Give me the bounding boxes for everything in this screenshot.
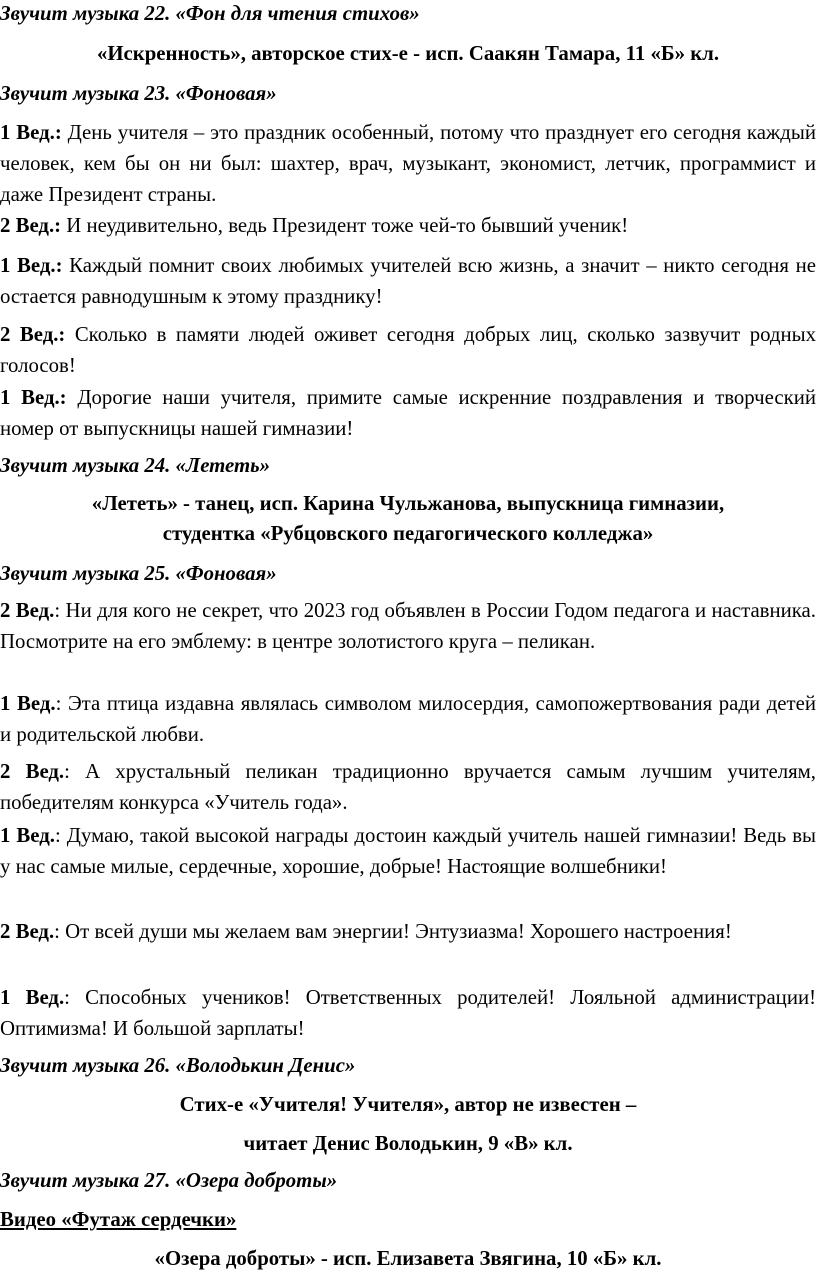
- speech-text: Сколько в памяти людей оживет сегодня добрых лиц, сколько зазвучит родных голосов!: [0, 323, 816, 377]
- host-line: [0, 820, 816, 882]
- speaker-label: 1 Вед.:: [0, 121, 62, 144]
- music-cue-22: Звучит музыка 22. «Фон для чтения стихов»: [0, 2, 420, 25]
- host-line: [0, 688, 816, 750]
- speech-text: : От всей души мы желаем вам энергии! Энтузиазма! Хорошего настроения!: [54, 920, 732, 943]
- host-line: [0, 319, 816, 381]
- speaker-label: 1 Вед.: [0, 824, 55, 847]
- host-line: [0, 916, 816, 947]
- music-cue-27: Звучит музыка 27. «Озера доброты»: [0, 1169, 338, 1192]
- host-line: [0, 382, 816, 444]
- host-line: [0, 117, 816, 210]
- music-cue-23: Звучит музыка 23. «Фоновая»: [0, 82, 277, 105]
- music-cue-25: Звучит музыка 25. «Фоновая»: [0, 562, 277, 585]
- speech-text: : Способных учеников! Ответственных родителей! Лояльной администрации! Оптимизма! И большой зарплаты!: [0, 986, 816, 1040]
- performance-title: «Искренность», авторское стих-е - исп. Саакян Тамара, 11 «Б» кл.: [96, 42, 720, 65]
- host-line: [0, 982, 816, 1044]
- performance-title: «Лететь» - танец, исп. Карина Чульжанова, выпускница гимназии,: [91, 492, 725, 515]
- speaker-label: 2 Вед.: [0, 760, 65, 783]
- speech-text: Каждый помнит своих любимых учителей всю жизнь, а значит – никто сегодня не остается равнодушным к этому празднику!: [0, 254, 816, 308]
- speaker-label: 1 Вед.: [0, 986, 65, 1009]
- speech-text: Дорогие наши учителя, примите самые искренние поздравления и творческий номер от выпускницы нашей гимназии!: [0, 386, 816, 440]
- performance-title: «Озера доброты» - исп. Елизавета Звягина, 10 «Б» кл.: [154, 1247, 662, 1270]
- speaker-label: 1 Вед.:: [0, 386, 67, 409]
- speaker-label: 2 Вед.:: [0, 214, 62, 237]
- performance-title: Стих-е «Учителя! Учителя», автор не известен –: [179, 1093, 637, 1116]
- speech-text: : Эта птица издавна являлась символом милосердия, самопожертвования ради детей и родительской любви.: [0, 692, 816, 746]
- speech-text: День учителя – это праздник особенный, потому что празднует его сегодня каждый человек, кем бы он ни был: шахтер, врач, музыкант, экономист, летчик, программист и даже Президент страны.: [0, 121, 816, 206]
- music-cue-24: Звучит музыка 24. «Лететь»: [0, 454, 271, 477]
- speech-text: : А хрустальный пеликан традиционно вручается самым лучшим учителям, победителям конкурса «Учитель года».: [0, 760, 816, 814]
- performance-subtitle: студентка «Рубцовского педагогического колледжа»: [162, 522, 654, 545]
- speech-text: И неудивительно, ведь Президент тоже чей-то бывший ученик!: [61, 214, 629, 237]
- host-line: [0, 595, 816, 657]
- host-line: [0, 250, 816, 312]
- performance-subtitle: читает Денис Володькин, 9 «В» кл.: [243, 1132, 573, 1155]
- speaker-label: 1 Вед.:: [0, 254, 63, 277]
- speaker-label: 2 Вед.:: [0, 323, 66, 346]
- speaker-label: 2 Вед.: [0, 920, 55, 943]
- speaker-label: 1 Вед.: [0, 692, 56, 715]
- music-cue-26: Звучит музыка 26. «Володькин Денис»: [0, 1054, 356, 1077]
- speaker-label: 2 Вед.: [0, 599, 55, 622]
- video-cue: Видео «Футаж сердечки»: [0, 1208, 237, 1231]
- host-line: [0, 756, 816, 818]
- speech-text: : Ни для кого не секрет, что 2023 год объявлен в России Годом педагога и наставника. Посмотрите на его эмблему: в центре золотистого круга – пеликан.: [0, 599, 816, 653]
- speech-text: : Думаю, такой высокой награды достоин каждый учитель нашей гимназии! Ведь вы у нас самые милые, сердечные, хорошие, добрые! Настоящие волшебники!: [0, 824, 816, 878]
- host-line: [0, 210, 816, 241]
